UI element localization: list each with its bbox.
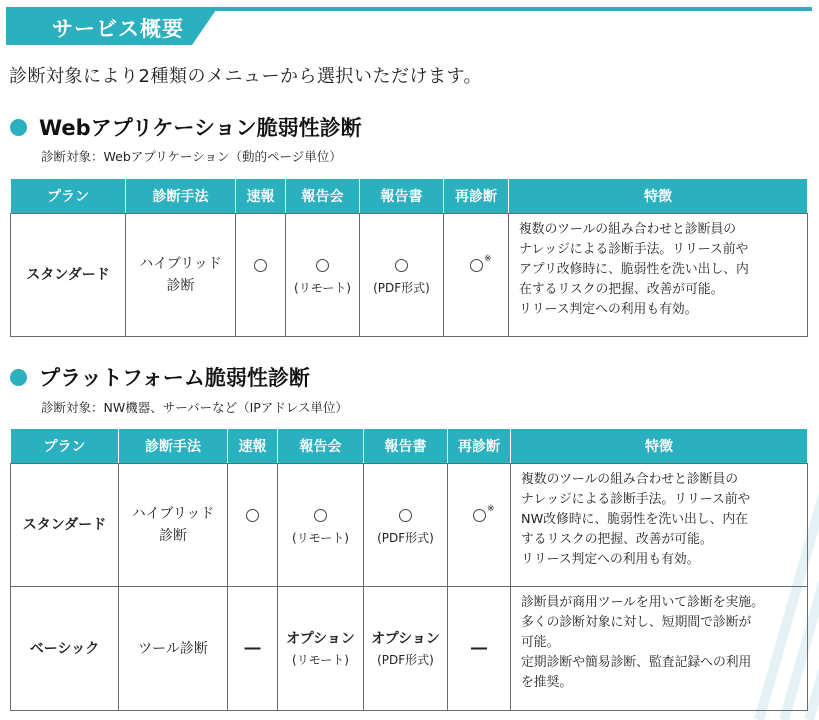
rediag-cell: [448, 587, 511, 711]
meeting-note: (リモート): [292, 531, 349, 545]
method-cell: ツール診断: [119, 587, 228, 711]
note-symbol: ※: [486, 504, 495, 514]
section-title-text: プラットフォーム脆弱性診断: [39, 366, 310, 390]
plan-name: スタンダード: [11, 214, 126, 337]
feature-line: アプリ改修時に、脆弱性を洗い出し、内: [519, 262, 749, 277]
feature-line: ナレッジによる診断手法。リリース前や: [519, 242, 749, 257]
col-features: 特徴: [511, 429, 808, 464]
meeting-cell: [286, 214, 360, 337]
method-cell: [119, 464, 228, 587]
available-circle-icon: [314, 509, 327, 522]
table-header-row: [11, 429, 808, 464]
flash-cell: [228, 587, 278, 711]
feature-line: 診断員が商用ツールを用いて診断を実施。: [521, 595, 764, 610]
not-available-dash: ―: [471, 637, 487, 657]
feature-line: 多くの診断対象に対し、短期間で診断が: [521, 615, 752, 630]
col-method: 診断手法: [119, 429, 228, 464]
intro-text: 診断対象により2種類のメニューから選択いただけます。: [9, 66, 483, 87]
features-cell: [511, 587, 808, 711]
report-note: (PDF形式): [377, 652, 434, 667]
bullet-dot-icon: [10, 369, 27, 386]
col-report: 報告書: [360, 179, 444, 214]
method-line: ハイブリッド: [139, 256, 222, 272]
meeting-cell: [278, 587, 364, 711]
platform-plan-table: [10, 428, 808, 711]
rediag-mark: [473, 504, 495, 528]
available-circle-icon: [395, 259, 408, 272]
col-method: 診断手法: [126, 179, 236, 214]
col-features: 特徴: [509, 179, 808, 214]
section-header: [6, 7, 812, 45]
section-title-platform: [10, 362, 310, 392]
flash-cell: [228, 464, 278, 587]
table-row: [11, 464, 808, 587]
available-circle-icon: [316, 259, 329, 272]
feature-line: リリース判定への利用も有効。: [519, 302, 698, 317]
method-line: ハイブリッド: [131, 506, 215, 522]
report-cell: [360, 214, 444, 337]
diagnosis-target-web: 診断対象：Webアプリケーション（動的ページ単位）: [41, 149, 342, 164]
feature-line: 在するリスクの把握、改善が可能。: [519, 282, 724, 297]
report-cell: [364, 464, 448, 587]
col-plan: プラン: [11, 429, 119, 464]
col-rediag: 再診断: [448, 429, 511, 464]
feature-line: するリスクの把握、改善が可能。: [521, 532, 713, 547]
feature-line: を推奨。: [521, 675, 573, 690]
feature-line: 複数のツールの組み合わせと診断員の: [521, 472, 739, 487]
table-row: [11, 587, 808, 711]
available-circle-icon: [254, 259, 267, 272]
col-plan: プラン: [11, 179, 126, 214]
col-flash: 速報: [236, 179, 286, 214]
note-symbol: ※: [483, 254, 492, 264]
feature-line: 可能。: [521, 635, 560, 650]
col-meeting: 報告会: [286, 179, 360, 214]
table-header-row: [11, 179, 808, 214]
method-cell: [126, 214, 236, 337]
method-line: 診断: [166, 278, 195, 294]
col-report: 報告書: [364, 429, 448, 464]
features-cell: [511, 464, 808, 587]
feature-line: 複数のツールの組み合わせと診断員の: [519, 222, 737, 237]
meeting-option: オプション: [286, 630, 355, 647]
rediag-cell: [448, 464, 511, 587]
flash-cell: [236, 214, 286, 337]
method-line: 診断: [159, 528, 187, 544]
available-circle-icon: [470, 259, 483, 272]
col-rediag: 再診断: [444, 179, 509, 214]
diagnosis-target-platform: 診断対象：NW機器、サーバーなど（IPアドレス単位）: [41, 400, 348, 415]
plan-name: スタンダード: [11, 464, 119, 587]
plan-name: ベーシック: [11, 587, 119, 711]
report-option: オプション: [371, 630, 440, 647]
available-circle-icon: [246, 509, 259, 522]
feature-line: リリース判定への利用も有効。: [521, 552, 700, 567]
feature-line: 定期診断や簡易診断、監査記録への利用: [521, 655, 752, 670]
feature-line: NW改修時に、脆弱性を洗い出し、内在: [521, 512, 748, 527]
col-meeting: 報告会: [278, 429, 364, 464]
available-circle-icon: [399, 509, 412, 522]
rediag-cell: [444, 214, 509, 337]
available-circle-icon: [473, 509, 486, 522]
meeting-cell: [278, 464, 364, 587]
section-title-web: [10, 112, 362, 142]
rediag-mark: [470, 254, 492, 278]
section-title-text: Webアプリケーション脆弱性診断: [39, 116, 362, 140]
col-flash: 速報: [228, 429, 278, 464]
report-note: (PDF形式): [377, 531, 434, 545]
bullet-dot-icon: [10, 119, 27, 136]
meeting-note: (リモート): [292, 652, 349, 667]
report-note: (PDF形式): [373, 281, 430, 295]
header-title: サービス概要: [52, 17, 184, 41]
not-available-dash: ―: [244, 637, 261, 657]
meeting-note: (リモート): [294, 281, 351, 295]
report-cell: [364, 587, 448, 711]
table-row: [11, 214, 808, 337]
web-plan-table: [10, 178, 808, 337]
features-cell: [509, 214, 808, 337]
feature-line: ナレッジによる診断手法。リリース前や: [521, 492, 751, 507]
